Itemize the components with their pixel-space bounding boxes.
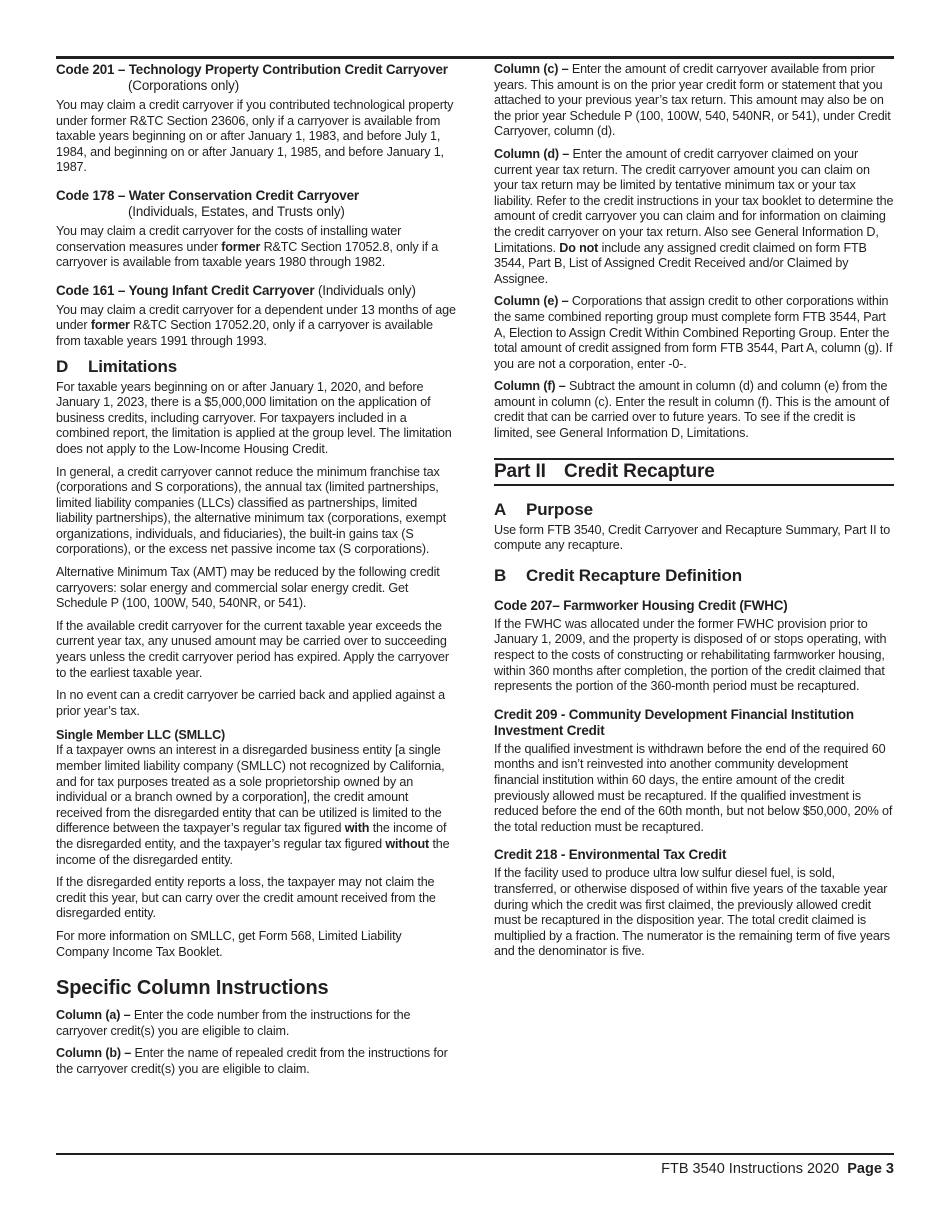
limitations-paragraph-2: In general, a credit carryover cannot reduce the minimum franchise tax (corporations and S corporations), the annual tax (limited partnerships, limited liability companies (LLCs) classified as partnerships, limited liability partnerships), the alternative minimum tax (corporations, exempt organizations, individuals, and fiduciaries), the built-in gains tax (S corporations), or the excess net passive income tax (S corporations).: [56, 464, 446, 557]
limitations-paragraph-3: Alternative Minimum Tax (AMT) may be reduced by the following credit carryovers: solar energy and commercial solar energy credit. Get Schedule P (100, 100W, 540, 540NR, or 541).: [56, 565, 440, 611]
limitations-paragraph-1: For taxable years beginning on or after January 1, 2020, and before January 1, 2023, there is a $5,000,000 limitation on the application of business credits, including carryover. For taxpayers included in a combined report, the limitation is applied at the group level. The limitation does not apply to the Low-Income Housing Credit.: [56, 379, 452, 456]
credit-recapture-definition-heading: B Credit Recapture Definition: [494, 565, 743, 585]
footer-form-name: FTB 3540 Instructions 2020: [661, 1161, 840, 1177]
smllc-heading: Single Member LLC (SMLLC): [56, 728, 226, 743]
limitations-paragraph-4: If the available credit carryover for the current taxable year exceeds the current year tax, any unused amount may be carried over to succeeding years unless the credit carryover period has expired. Apply the carryover to the earliest taxable year.: [56, 618, 449, 680]
page-footer: [661, 1160, 894, 1178]
column-a-instruction: Column (a) – Enter the code number from the instructions for the carryover credit(s) you are eligible to claim.: [56, 1008, 411, 1038]
purpose-heading: A Purpose: [494, 499, 593, 519]
limitations-heading: D Limitations: [56, 356, 178, 376]
credit-218-heading: Credit 218 - Environmental Tax Credit: [494, 847, 727, 863]
purpose-body: Use form FTB 3540, Credit Carryover and Recapture Summary, Part II to compute any recapture.: [494, 522, 891, 553]
smllc-paragraph-1: If a taxpayer owns an interest in a disregarded business entity [a single member limited liability company (SMLLC) not recognized by California, and for tax purposes treated as a sole proprietorship owned by an individual or a branch owned by a corporation], the credit amount received from the disregarded entity that can be utilized is limited to the difference between the taxpayer’s regular tax figured with the income of the disregarded entity, and the taxpayer’s regular tax figured without the income of the disregarded entity.: [56, 743, 450, 867]
code-178-heading: Code 178 – Water Conservation Credit Carryover: [56, 187, 359, 203]
code-178-subheading: (Individuals, Estates, and Trusts only): [128, 203, 345, 219]
smllc-paragraph-3: For more information on SMLLC, get Form 568, Limited Liability Company Income Tax Booklet.: [56, 928, 402, 959]
code-201-body: You may claim a credit carryover if you contributed technological property under former R&TC Section 23606, only if a carryover is available from taxable years beginning on or after January 1, 1983, and before July 1, 1984, and beginning on or after January 1, 1985, and before January 1, 1987.: [56, 98, 454, 175]
code-207-body: If the FWHC was allocated under the former FWHC provision prior to January 1, 2009, and the property is disposed of or stops operating, with respect to the costs of constructing or rehabilitating farmworker housing, within 360 months after completion, the portion of the credit claimed that represents the portion of the 360-month period must be recaptured.: [494, 616, 887, 694]
part-2-heading: Part II Credit Recapture: [494, 458, 894, 486]
code-178-body: You may claim a credit carryover for the costs of installing water conservation measures under former R&TC Section 17052.8, only if a carryover is available from taxable years 1980 through 1982.: [56, 223, 439, 270]
code-207-heading: Code 207– Farmworker Housing Credit (FWHC): [494, 597, 788, 613]
column-c-instruction: Column (c) – Enter the amount of credit carryover available from prior years. This amount is on the prior year credit form or statement that you attached to your previous year’s tax return. This amount may also be on the prior year Schedule P (100, 100W, 540, 540NR, or 541), under Credit Carryover, column (d).: [494, 62, 891, 139]
code-161-heading: Code 161 – Young Infant Credit Carryover (Individuals only): [56, 282, 416, 298]
credit-218-body: If the facility used to produce ultra low sulfur diesel fuel, is sold, transferred, or otherwise disposed of within five years of the taxable year during which the credit was first claimed, the previously allowed credit must be recaptured in the disposition year. The total credit claimed is multiplied by a fraction. The numerator is the remaining term of five years and the denominator is five.: [494, 866, 890, 959]
left-column: [56, 62, 456, 1085]
right-column: [494, 62, 894, 967]
limitations-paragraph-5: In no event can a credit carryover be carried back and applied against a prior year’s tax.: [56, 688, 445, 718]
top-rule: [56, 56, 894, 59]
column-d-instruction: Column (d) – Enter the amount of credit carryover claimed on your current year tax return. The credit carryover amount you can claim on your tax return may be limited by tentative minimum tax or your tax liability. Refer to the credit instructions in your tax booklet to determine the amount of credit carryover you can claim and for information on claiming the credit carryover on your tax return. Also see General Information D, Limitations. Do not include any assigned credit claimed on form FTB 3544, Part B, List of Assigned Credit Received and/or Claimed by Assignee.: [494, 146, 894, 286]
credit-209-heading: Credit 209 - Community Development Financial Institution Investment Credit: [494, 706, 854, 738]
column-b-instruction: Column (b) – Enter the name of repealed credit from the instructions for the carryover credit(s) you are eligible to claim.: [56, 1046, 448, 1076]
code-201-heading: Code 201 – Technology Property Contribution Credit Carryover: [56, 62, 448, 77]
specific-column-instructions-heading: Specific Column Instructions: [56, 977, 329, 1000]
code-161-body: You may claim a credit carryover for a dependent under 13 months of age under former R&TC Section 17052.20, only if a carryover is available from taxable years 1991 through 1993.: [56, 302, 456, 348]
bottom-rule: [56, 1153, 894, 1155]
smllc-paragraph-2: If the disregarded entity reports a loss, the taxpayer may not claim the credit this year, but can carry over the credit amount received from the disregarded entity.: [56, 875, 436, 921]
column-f-instruction: Column (f) – Subtract the amount in column (d) and column (e) from the amount in column (c). Enter the result in column (f). This is the amount of credit that can be carried over to future years. To see if the credit is limited, see General Information D, Limitations.: [494, 379, 890, 441]
credit-209-body: If the qualified investment is withdrawn before the end of the required 60 months and isn’t reinvested into another community development financial institution within 60 days, the entire amount of the credit previously allowed must be recaptured. If the qualified investment is reduced before the end of the 60th month, but not below $50,000, 20% of the total reduction must be recaptured.: [494, 741, 893, 834]
column-e-instruction: Column (e) – Corporations that assign credit to other corporations within the same combined reporting group must complete form FTB 3544, Part A, Election to Assign Credit Within Combined Reporting Group. Enter the total amount of credit assigned from form FTB 3544, Part A, column (g). If you are not a corporation, enter -0-.: [494, 294, 893, 371]
code-201-subheading: (Corporations only): [128, 78, 240, 93]
footer-page-number: Page 3: [847, 1161, 894, 1177]
